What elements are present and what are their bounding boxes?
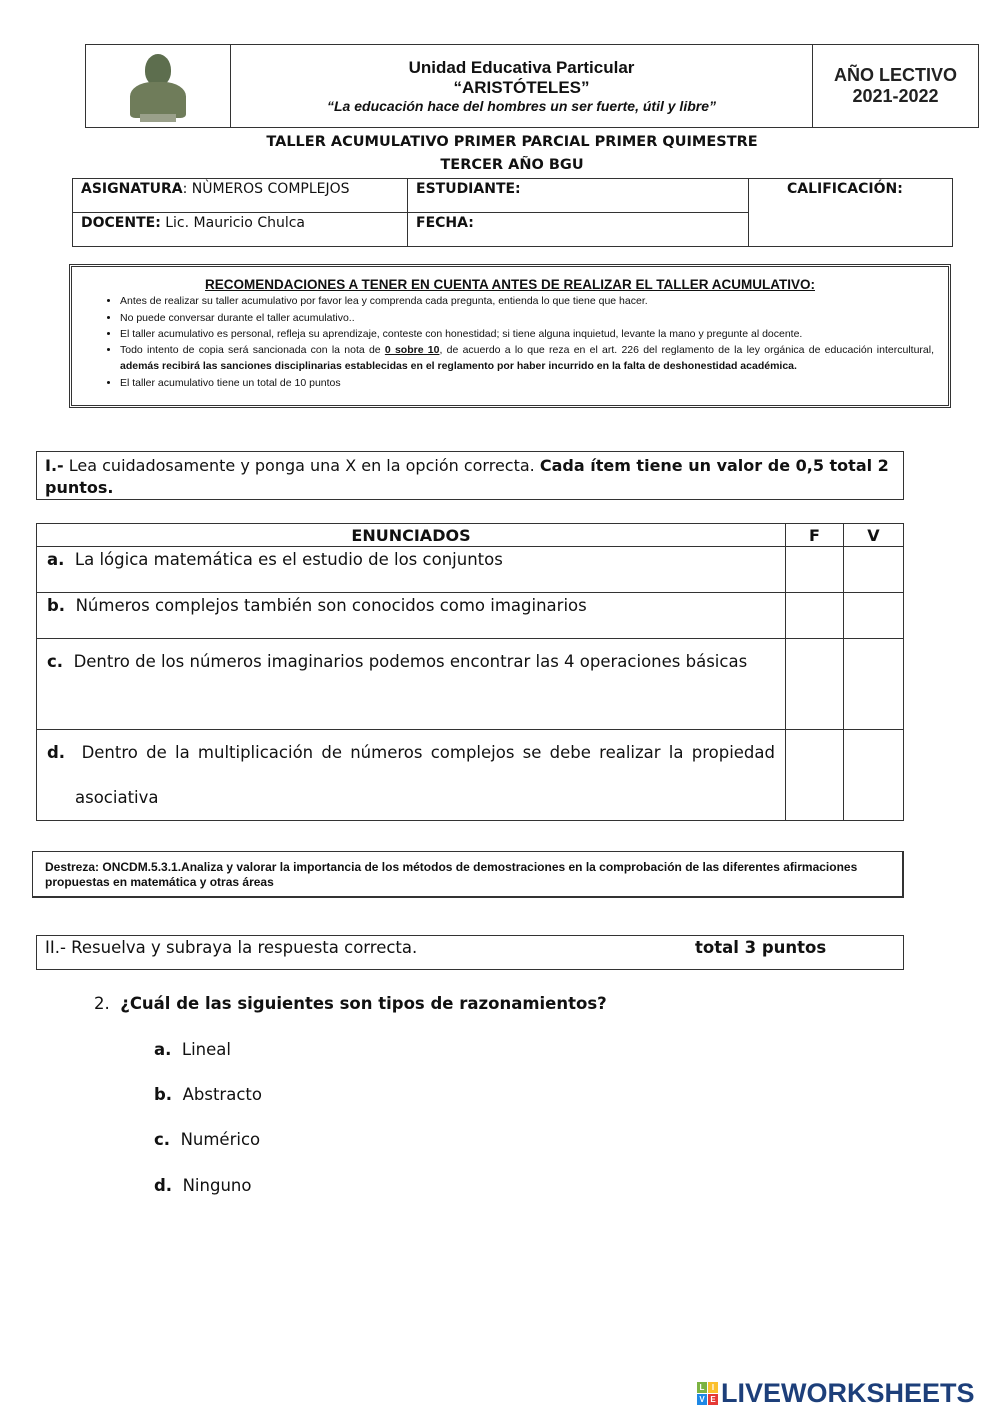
section2-points: total 3 puntos: [695, 938, 827, 957]
option-letter: a.: [154, 1040, 172, 1059]
option-c[interactable]: [154, 1130, 260, 1149]
header-false: F: [786, 524, 844, 547]
recommendation-item: • Antes de realizar su taller acumulativo por favor lea y comprenda cada pregunta, entienda lo que tiene que hacer.: [120, 293, 934, 309]
option-text: Abstracto: [182, 1085, 262, 1104]
option-d[interactable]: [154, 1176, 251, 1195]
table-row: [37, 547, 904, 593]
recommendation-item: • No puede conversar durante el taller acumulativo..: [120, 310, 934, 326]
title-line1: TALLER ACUMULATIVO PRIMER PARCIAL PRIMER QUIMESTRE: [266, 134, 758, 150]
table-row: [37, 730, 904, 821]
skill-box: Destreza: ONCDM.5.3.1.Analiza y valorar la importancia de los métodos de demostraciones en la comprobación de las diferentes afirmaciones propuestas en matemática y otras áreas: [32, 851, 904, 898]
statement-text: Números complejos también son conocidos como imaginarios: [75, 596, 587, 615]
recommendation-item: • El taller acumulativo es personal, refleja su aprendizaje, conteste con honestidad; si tiene alguna inquietud, levante la mano y pregunte al docente.: [120, 326, 934, 342]
section2-text: II.- Resuelva y subraya la respuesta correcta.: [45, 938, 418, 957]
false-answer-cell[interactable]: [786, 547, 844, 593]
statement-text: Dentro de los números imaginarios podemos encontrar las 4 operaciones básicas: [73, 652, 748, 671]
recommendation-item: • El taller acumulativo tiene un total de 10 puntos: [120, 375, 934, 391]
option-letter: b.: [154, 1085, 173, 1104]
school-year: 2021-2022: [852, 86, 939, 106]
rec4-grade: 0 sobre 10: [384, 344, 440, 357]
false-answer-cell[interactable]: [786, 730, 844, 821]
false-answer-cell[interactable]: [786, 639, 844, 730]
true-false-table: [36, 523, 904, 821]
option-b[interactable]: [154, 1085, 262, 1104]
grade-label: CALIFICACIÓN:: [787, 181, 903, 197]
option-a[interactable]: [154, 1040, 231, 1059]
option-text: Lineal: [181, 1040, 231, 1059]
recommendation-item: [120, 342, 934, 375]
school-logo: [86, 45, 231, 128]
school-motto: “La educación hace del hombres un ser fuerte, útil y libre”: [327, 98, 716, 114]
title-line2: TERCER AÑO BGU: [440, 157, 584, 173]
question-2: [94, 994, 607, 1013]
question-number: 2.: [94, 994, 110, 1013]
liveworksheets-logo: [697, 1378, 975, 1409]
header-statements: ENUNCIADOS: [37, 524, 786, 547]
option-letter: d.: [154, 1176, 173, 1195]
bust-icon: [128, 50, 188, 122]
brand-text: LIVEWORKSHEETS: [721, 1378, 975, 1408]
row-letter: b.: [47, 596, 66, 615]
student-label: ESTUDIANTE:: [416, 181, 521, 197]
school-line1: Unidad Educativa Particular: [408, 58, 635, 77]
section1-num: I.-: [45, 456, 64, 475]
option-letter: c.: [154, 1130, 171, 1149]
school-name: “ARISTÓTELES”: [453, 78, 590, 97]
table-row: [37, 639, 904, 730]
year-label: AÑO LECTIVO: [833, 65, 957, 85]
true-answer-cell[interactable]: [844, 593, 904, 639]
statement-text: Dentro de la multiplicación de números complejos se debe realizar la propiedad asociativa: [75, 743, 775, 807]
true-answer-cell[interactable]: [844, 639, 904, 730]
section1-instructions: [36, 451, 904, 500]
header-true: V: [844, 524, 904, 547]
recommendations-box: [69, 264, 951, 408]
grade-cell[interactable]: [749, 179, 953, 247]
rec4-text2: , de acuerdo a lo que reza en el art. 226 del reglamento de la ley orgánica de educación intercultural,: [439, 344, 934, 357]
student-info-table: [72, 178, 953, 247]
true-answer-cell[interactable]: [844, 730, 904, 821]
subject-label: ASIGNATURA: [81, 181, 183, 197]
date-label: FECHA:: [416, 215, 474, 231]
header-table: [85, 44, 979, 128]
worksheet-title: [0, 131, 1000, 177]
recommendations-title: RECOMENDACIONES A TENER EN CUENTA ANTES DE REALIZAR EL TALLER ACUMULATIVO:: [205, 277, 815, 292]
table-row: [37, 593, 904, 639]
row-letter: c.: [47, 652, 64, 671]
teacher-label: DOCENTE:: [81, 215, 161, 231]
question-text: ¿Cuál de las siguientes son tipos de razonamientos?: [120, 994, 607, 1013]
section1-points: Cada ítem tiene un valor de 0,5 total 2 puntos.: [45, 456, 889, 497]
live-blocks-icon: L I V E: [697, 1382, 718, 1405]
rec4-text: Todo intento de copia será sancionada con la nota de: [120, 344, 385, 357]
rec4-bold: además recibirá las sanciones disciplinarias establecidas en el reglamento por haber incurrido en la falta de deshonestidad académica.: [120, 360, 797, 373]
section1-text: Lea cuidadosamente y ponga una X en la opción correcta.: [63, 456, 540, 475]
option-text: Ninguno: [182, 1176, 252, 1195]
statement-text: La lógica matemática es el estudio de los conjuntos: [74, 550, 503, 569]
row-letter: a.: [47, 550, 65, 569]
false-answer-cell[interactable]: [786, 593, 844, 639]
row-letter: d.: [47, 743, 66, 762]
option-text: Numérico: [180, 1130, 261, 1149]
section2-instructions: [36, 935, 904, 970]
true-answer-cell[interactable]: [844, 547, 904, 593]
subject-value: : NÙMEROS COMPLEJOS: [182, 181, 350, 197]
teacher-value: Lic. Mauricio Chulca: [160, 215, 306, 231]
